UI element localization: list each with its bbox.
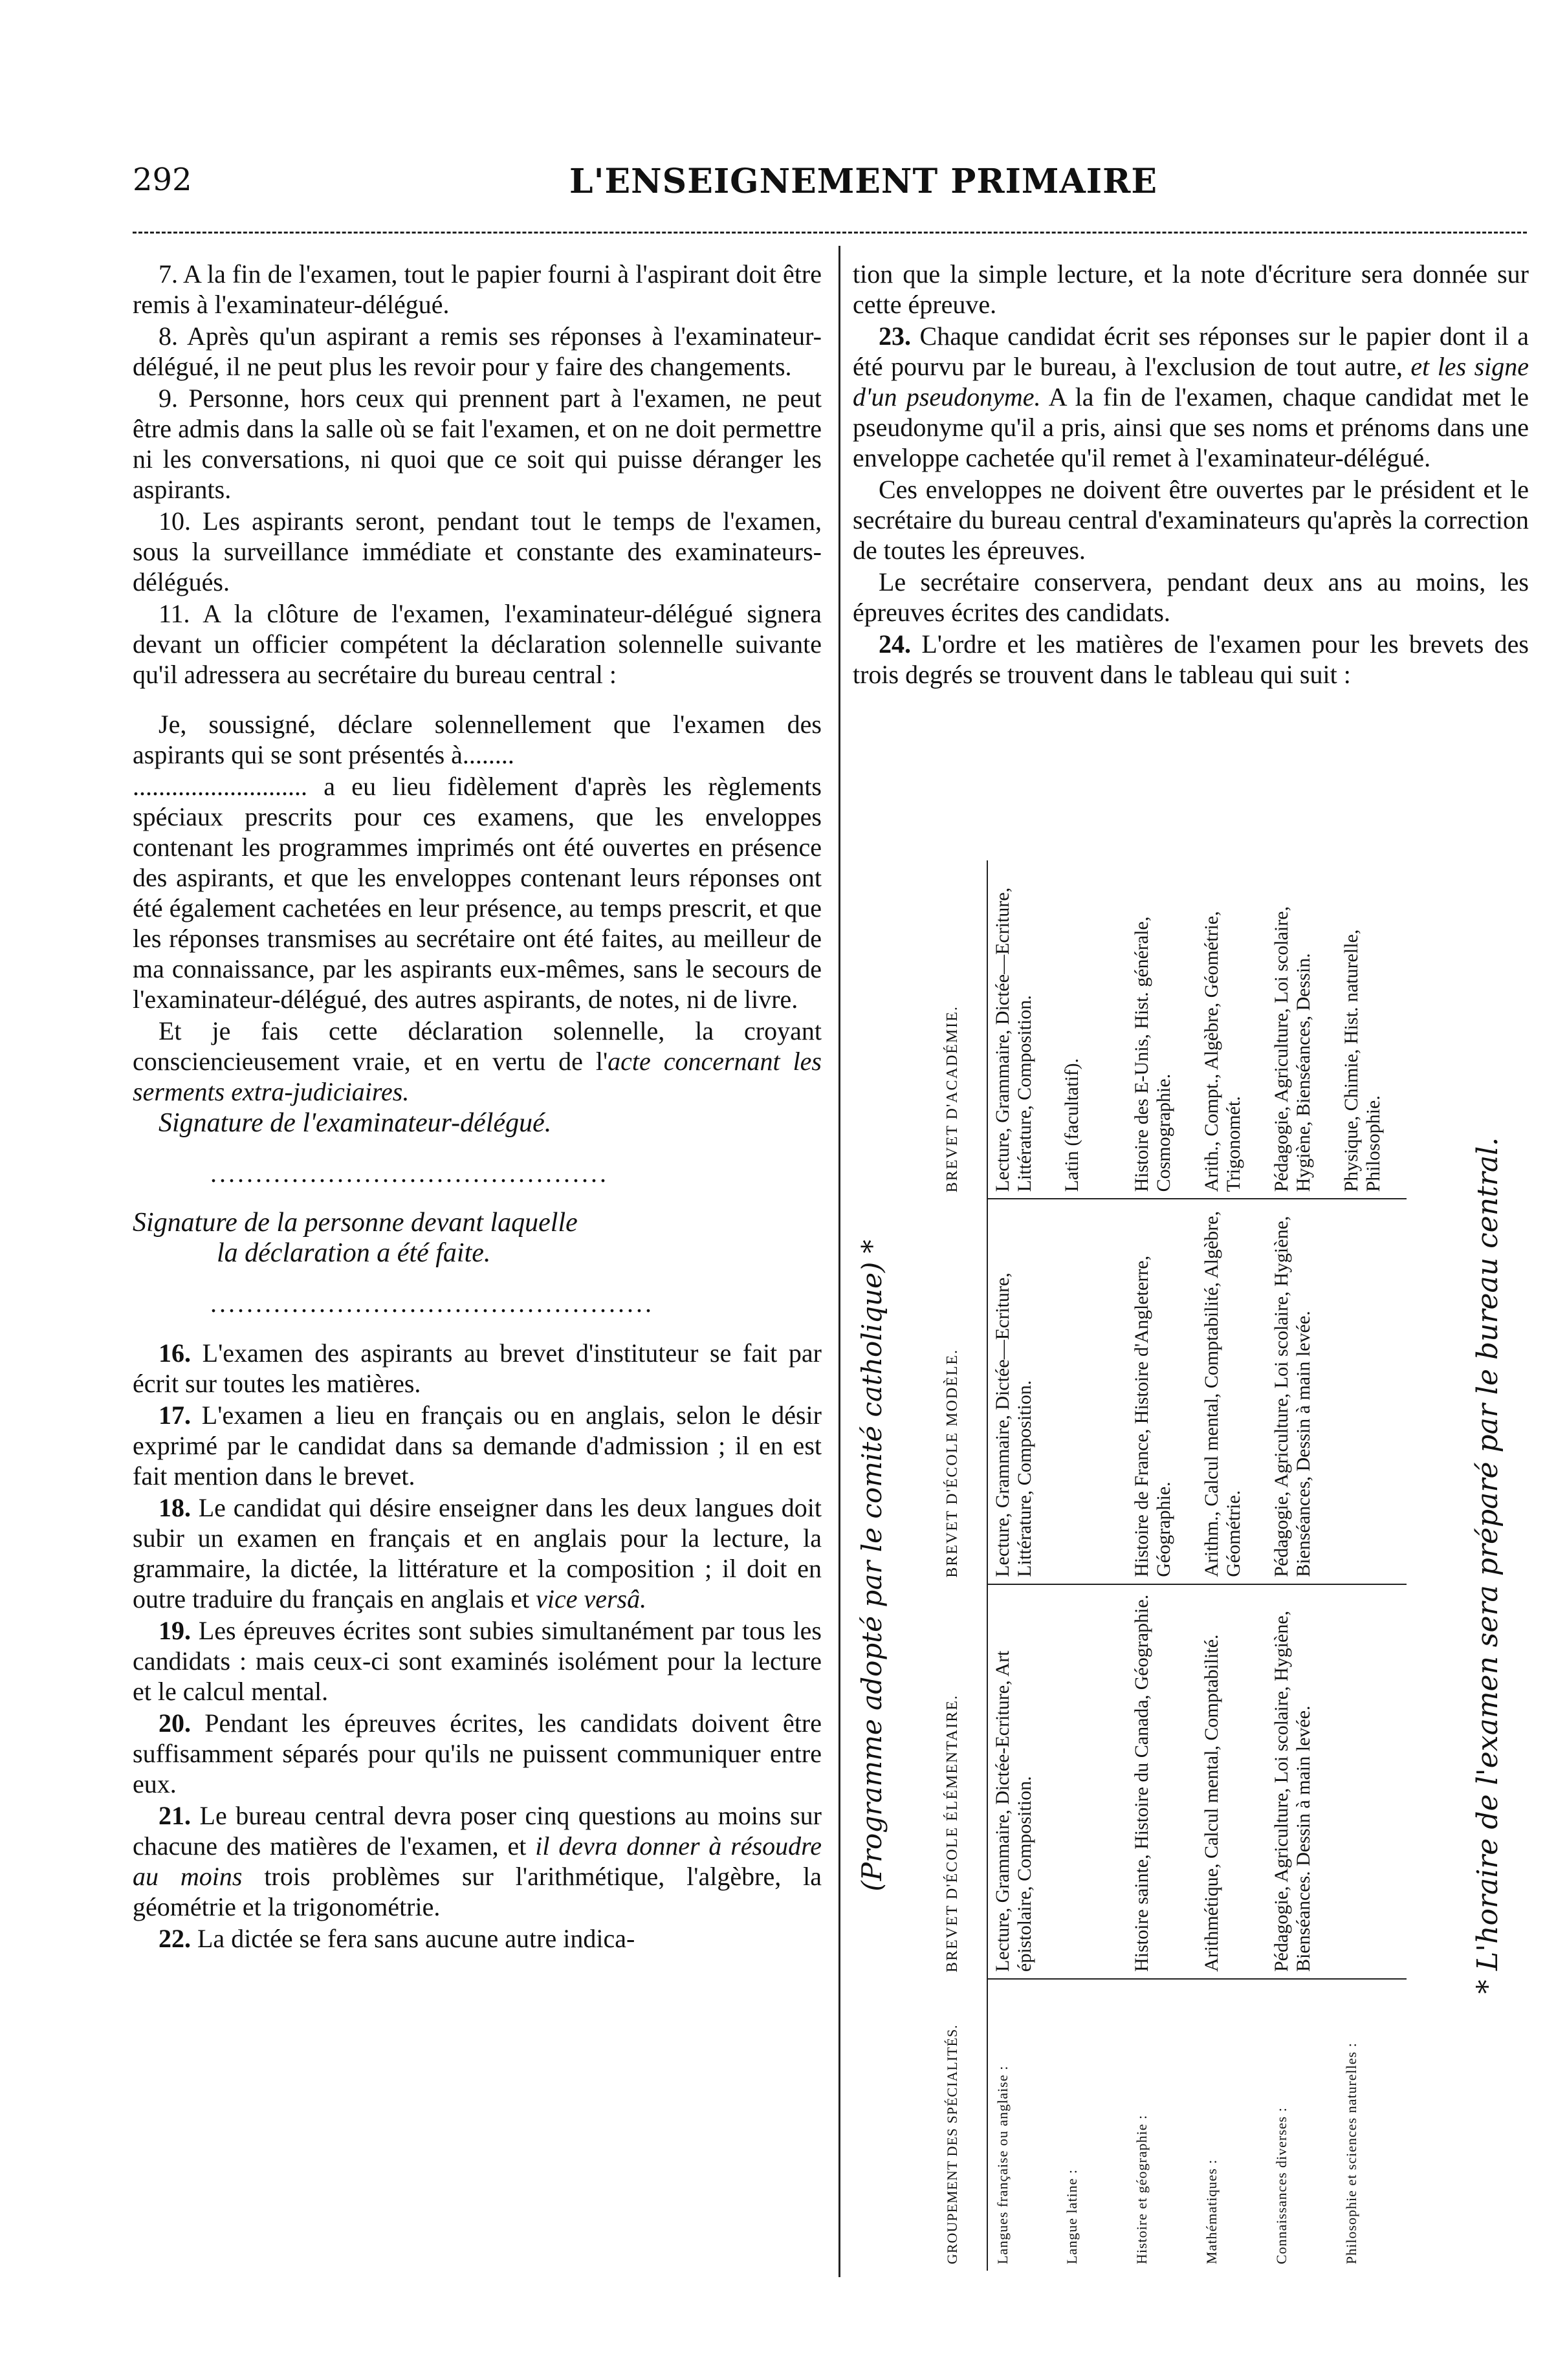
header-academie: BREVET D'ACADÉMIE. — [917, 860, 987, 1199]
paragraph-17-text: L'examen a lieu en français ou en anglais, selon le désir exprimé par le candidat dans sa demande d'admission ; il en est fait mention dans le brevet. — [133, 1401, 822, 1490]
header-groupement: GROUPEMENT DES SPÉCIALITÉS. — [917, 1979, 987, 2271]
paragraph-19-text: Les épreuves écrites sont subies simultanément par tous les candidats : mais ceux-ci sont examinés isolément pour la lecture et le calcul mental. — [133, 1616, 822, 1706]
table-row — [1197, 860, 1267, 2271]
cell-elementaire — [1337, 1584, 1407, 1979]
paragraph-23-text-b: A la fin de l'examen, chaque candidat met le pseudonyme qu'il a pris, ainsi que ses noms et prénoms dans une enveloppe cachetée qu'il remet à l'examinateur-délégué. — [853, 382, 1529, 472]
row-group: Philosophie et sciences naturelles : — [1343, 2042, 1359, 2264]
table-row — [1337, 860, 1407, 2271]
paragraph-20-number: 20. — [159, 1709, 191, 1738]
paragraph-22-text: La dictée se fera sans aucune autre indica- — [191, 1924, 635, 1953]
paragraph-22-number: 22. — [159, 1924, 191, 1953]
paragraph-16-text: L'examen des aspirants au brevet d'instituteur se fait par écrit sur toutes les matières. — [133, 1338, 822, 1398]
paragraph-24-text: L'ordre et les matières de l'examen pour les brevets des trois degrés se trouvent dans le tableau qui suit : — [853, 629, 1529, 689]
exam-table-rotated — [853, 860, 1556, 2271]
header-elementaire: BREVET D'ÉCOLE ÉLÉMENTAIRE. — [917, 1584, 987, 1979]
table-row — [1267, 860, 1337, 2271]
paragraph-16-number: 16. — [159, 1338, 191, 1368]
table-caption-top: (Programme adopté par le comité catholique) * — [856, 1239, 888, 1892]
cell-modele: Histoire de France, Histoire d'Angleterre, Géographie. — [1127, 1199, 1197, 1584]
table-row — [987, 860, 1057, 2271]
paragraph-23-number: 23. — [879, 322, 911, 351]
running-head: L'ENSEIGNEMENT PRIMAIRE — [569, 162, 1157, 201]
paragraph-17-number: 17. — [159, 1401, 191, 1430]
paragraph-20-text: Pendant les épreuves écrites, les candidats doivent être suffisamment séparés pour qu'ils ne puissent communiquer entre eux. — [133, 1709, 822, 1798]
cell-modele — [1337, 1199, 1407, 1584]
left-column — [133, 259, 822, 1955]
cell-modele: Arithm., Calcul mental, Comptabilité, Algèbre, Géométrie. — [1197, 1199, 1267, 1584]
signature-line-1: ............................................ — [210, 1159, 609, 1188]
table-header-row — [917, 860, 987, 2271]
paragraph-7: 7. A la fin de l'examen, tout le papier fourni à l'aspirant doit être remis à l'examinateur-délégué. — [133, 259, 822, 319]
table-caption-bottom-wrap — [1469, 860, 1520, 2271]
cell-elementaire: Histoire sainte, Histoire du Canada, Géographie. — [1127, 1584, 1197, 1979]
paragraph-22-continued: tion que la simple lecture, et la note d'écriture sera donnée sur cette épreuve. — [853, 259, 1529, 319]
cell-elementaire: Arithmétique, Calcul mental, Comptabilité. — [1197, 1584, 1267, 1979]
signature-person-line-2: la déclaration a été faite. — [217, 1238, 491, 1268]
row-group: Mathématiques : — [1203, 2159, 1220, 2264]
paragraph-21-number: 21. — [159, 1801, 191, 1830]
table-row — [1057, 860, 1127, 2271]
paragraph-16 — [133, 1338, 822, 1399]
paragraph-23-text-a: Chaque candidat écrit ses réponses sur le papier dont il a été pourvu par le bureau, à l'exclusion de tout autre, — [853, 322, 1529, 381]
paragraph-21 — [133, 1800, 822, 1922]
paragraph-18-italic: vice versâ. — [536, 1584, 647, 1613]
paragraph-23 — [853, 321, 1529, 473]
cell-academie: Pédagogie, Agriculture, Loi scolaire, Hygiène, Bienséances, Dessin. — [1267, 860, 1337, 1199]
paragraph-18-number: 18. — [159, 1493, 191, 1522]
signature-person-line-1: Signature de la personne devant laquelle — [133, 1208, 578, 1238]
cell-modele — [1057, 1199, 1127, 1584]
signature-line-2: ................................................. — [210, 1289, 654, 1318]
declaration-text-3 — [133, 1016, 822, 1107]
paragraph-19 — [133, 1615, 822, 1707]
table-caption-bottom: * L'horaire de l'examen sera préparé par le bureau central. — [1471, 1137, 1504, 1994]
declaration-text-2: ........................... a eu lieu fidèlement d'après les règlements spéciaux prescrits pour ces examens, que les enveloppes contenant les programmes imprimés ont été ouvertes en présence des aspirants, et que les enveloppes contenant leurs réponses ont été également cachetées en leur présence, au temps prescrit, et que les réponses transmises au secrétaire ont été faites, au meilleur de ma connaissance, par les aspirants eux-mêmes, sans le secours de l'examinateur-délégué, des autres aspirants, de notes, ni de livre. — [133, 772, 822, 1014]
paragraph-21-text-b: trois problèmes sur l'arithmétique, l'algèbre, la géométrie et la trigonométrie. — [133, 1862, 822, 1921]
header-modele: BREVET D'ÉCOLE MODÈLE. — [917, 1199, 987, 1584]
paragraph-21-text-a: Le bureau central devra poser cinq questions au moins sur chacune des matières de l'examen, et — [133, 1801, 822, 1861]
paragraph-23-c: Ces enveloppes ne doivent être ouvertes par le président et le secrétaire du bureau central d'examinateurs qu'après la correction de toutes les épreuves. — [853, 475, 1529, 565]
cell-elementaire: Lecture, Grammaire, Dictée-Ecriture, Art épistolaire, Composition. — [987, 1584, 1057, 1979]
row-group: Langues française ou anglaise : — [994, 2065, 1011, 2264]
paragraph-17 — [133, 1400, 822, 1491]
paragraph-9: 9. Personne, hors ceux qui prennent part à l'examen, ne peut être admis dans la salle où se fait l'examen, et on ne doit permettre ni les conversations, ni quoi que ce soit qui puisse déranger les aspirants. — [133, 384, 822, 504]
paragraph-22 — [133, 1923, 822, 1954]
column-divider — [838, 246, 840, 2277]
cell-modele: Lecture, Grammaire, Dictée—Ecriture, Littérature, Composition. — [987, 1199, 1057, 1584]
row-group: Histoire et géographie : — [1134, 2114, 1150, 2264]
cell-academie: Histoire des E-Unis, Hist. générale, Cosmographie. — [1127, 860, 1197, 1199]
page-number: 292 — [133, 162, 192, 198]
exam-table — [917, 860, 1407, 2271]
row-group: Connaissances diverses : — [1273, 2107, 1289, 2264]
table-row — [1127, 860, 1197, 2271]
cell-elementaire: Pédagogie, Agriculture, Loi scolaire, Hygiène, Bienséances. Dessin à main levée. — [1267, 1584, 1337, 1979]
paragraph-24 — [853, 629, 1529, 690]
declaration-text-1: Je, soussigné, déclare solennellement que l'examen des aspirants qui se sont présentés à........ — [133, 710, 822, 769]
header-rule — [133, 232, 1527, 235]
paragraph-24-number: 24. — [879, 629, 911, 659]
exam-table-wrap — [853, 860, 1529, 2271]
declaration-text-3-italic: acte concernant les serments extra-judiciaires. — [133, 1047, 822, 1106]
paragraph-10: 10. Les aspirants seront, pendant tout le temps de l'examen, sous la surveillance immédiate et constante des examinateurs-délégués. — [133, 507, 822, 596]
right-column — [853, 259, 1529, 691]
paragraph-11: 11. A la clôture de l'examen, l'examinateur-délégué signera devant un officier compétent la déclaration solennelle suivante qu'il adressera au secrétaire du bureau central : — [133, 599, 822, 689]
paragraph-19-number: 19. — [159, 1616, 191, 1645]
paragraph-20 — [133, 1708, 822, 1799]
paragraph-8: 8. Après qu'un aspirant a remis ses réponses à l'examinateur-délégué, il ne peut plus les revoir pour y faire des changements. — [133, 322, 822, 381]
cell-modele: Pédagogie, Agriculture, Loi scolaire, Hygiène, Bienséances, Dessin à main levée. — [1267, 1199, 1337, 1584]
cell-academie: Latin (facultatif). — [1057, 860, 1127, 1199]
paragraph-23-d: Le secrétaire conservera, pendant deux ans au moins, les épreuves écrites des candidats. — [853, 567, 1529, 627]
cell-academie: Physique, Chimie, Hist. naturelle, Philosophie. — [1337, 860, 1407, 1199]
declaration-text-3-roman: Et je fais cette déclaration solennelle, la croyant consciencieusement vraie, et en vertu de l' — [133, 1016, 822, 1076]
cell-elementaire — [1057, 1584, 1127, 1979]
paragraph-23-italic: et les signe d'un pseudonyme. — [853, 352, 1529, 411]
row-group: Langue latine : — [1064, 2169, 1080, 2264]
cell-academie: Arith., Compt., Algèbre, Géométrie, Trigonomét. — [1197, 860, 1267, 1199]
paragraph-18 — [133, 1492, 822, 1614]
signature-examiner: Signature de l'examinateur-délégué. — [159, 1108, 552, 1138]
cell-academie: Lecture, Grammaire, Dictée—Ecriture, Littérature, Composition. — [987, 860, 1057, 1199]
paragraph-21-italic: il devra donner à résoudre au moins — [133, 1831, 822, 1891]
paragraph-18-text: Le candidat qui désire enseigner dans les deux langues doit subir un examen en français et en anglais pour la lecture, la grammaire, la dictée, la littérature et la composition ; il doit en outre traduire du français en anglais et — [133, 1493, 822, 1613]
